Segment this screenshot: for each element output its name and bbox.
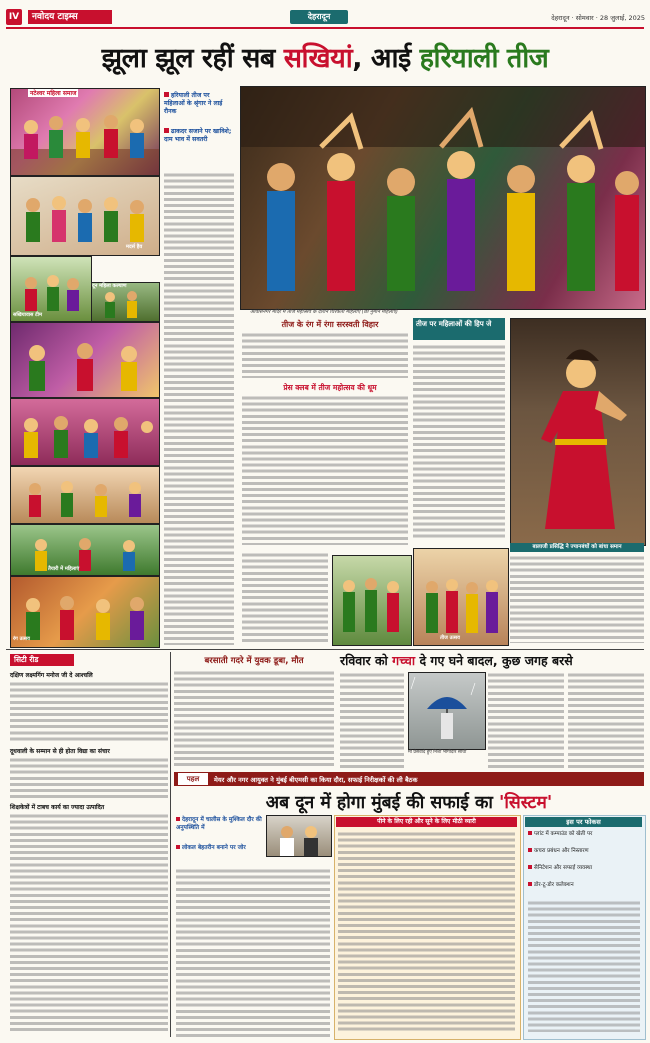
rain-illustration [409,673,485,749]
initiative-body-1 [176,868,330,1038]
photo-mayor [266,815,332,857]
photo-natesh-illustration [11,89,159,175]
initiative-tag: पहल [178,773,208,785]
green-group-illustration [333,556,411,645]
photo-group3-illustration [11,467,159,523]
rain-title-part3: दे गए घने बादल, कुछ जगह बरसे [415,653,573,668]
city-read-body-1 [10,681,168,743]
photo-group5-illustration [11,577,159,647]
bullet-square-icon [528,831,532,835]
photo1-caption: नटेश्वर महिला समाज [30,90,77,97]
photo-green-group [332,555,412,646]
masthead [0,0,650,30]
photo6-caption: रंग उत्सव [13,636,30,642]
teej-group-illustration [414,549,508,645]
bullet-1 [164,92,232,116]
city-read-item-3: शिक्षकेत्रों में टाबच कार्य का ज्यादा उत्पादित [10,804,105,811]
headline-sakhiyan: सखियां [283,43,353,74]
date-line: देहरादून · सोमवार · 28 जुलाई, 2025 [551,14,645,22]
bullet-2 [164,128,232,144]
rain-body-3 [568,672,644,768]
photo-rain-umbrella [408,672,486,750]
divider-1 [6,649,644,650]
teej-group-caption: तीज उत्सव [440,635,460,641]
headline-part3: , आई [352,43,420,74]
photo-group-2 [10,398,160,466]
initiative-headline [174,790,644,814]
bullet-1-text: हरियाली तीज पर महिलाओं के श्रृंगार ने लाई रौनक [164,92,223,115]
initiative-bullet-2-text: लोकल बेहतरीन बनाने पर जोर [182,845,246,851]
story2-body-3 [242,552,328,644]
dancer-body [510,555,644,643]
photo-natesh-group [10,88,160,176]
photo-group2-illustration [11,399,159,465]
rain-title-gachha: गच्चा [392,653,416,668]
focus-item-1-text: प्लांट में कम्पाउंड को खेती पर [534,831,593,837]
photo-main-dance [240,86,646,310]
photo-taiyari [10,322,160,398]
photo-group4-illustration [11,525,159,575]
story2-title: तीज के रंग में रंगा सरस्वती विहार [281,320,379,329]
city-read-item-1: दक्षिण लक्ष्मगिंग मनोज जी दे आश्चलि [10,672,93,679]
dancer-caption: बालाजी प्रसिद्धि ने ज्यानबंधों को बांधा समान [510,543,644,552]
city-read-body-3 [10,813,168,1033]
focus-item-4-text: डोर-टू-डोर कलेक्शन [534,882,574,888]
city-read-title: सिटी रीड [10,654,74,666]
story2-body-2 [242,395,408,545]
photo2-caption: मदर्स हैव [126,244,143,250]
section-badge: देहरादून [290,10,348,24]
bullet-2-text: ढाकदर सजाने पर खाविशे; दाम भाव में सवतरी [164,128,232,143]
drown-title: बरसाती गदरे में युवक डूबा, मौत [204,656,304,666]
rain-body-2 [488,672,564,768]
paper-name: नवोदय टाइम्स [28,10,112,24]
focus-item-3-text: सैनिटेशन और सफाई व्यवस्था [534,865,593,871]
bullet-square-icon [176,845,180,849]
rain-photo-caption: मी प्रेसवादे हुए निशी भागीदार साथी [408,750,467,755]
initiative-headline-part1: अब दून में होगा मुंबई की सफाई का [265,793,500,813]
rain-title [340,652,645,669]
photo4-caption: दून महिला कल्याण [92,283,127,289]
city-read-body-2 [10,757,168,799]
rain-title-part1: रविवार को [340,653,393,668]
story2-subhead: प्रेस क्लब में तीज महोत्सव की धूम [283,383,377,392]
divider-v1 [170,652,171,1037]
photo5-caption: तैयारी में महिलाएं [48,566,80,572]
bullet-square-icon [528,848,532,852]
focus-sidebar-body [528,900,640,1032]
headline-part1: झूला झूल रहीं सब [101,43,284,74]
photo-main-caption: आवासनगर मंदिर में तीज महोत्सव के दौरान थिरकती महिलाएं (छा नुमाने महिलाएं) [250,309,398,315]
photo-group-3 [10,466,160,524]
initiative-box-title: पीने के लिए रही और सूने के लिए मीठी व्यारी [336,817,517,827]
initiative-bullet-2 [176,845,262,853]
photo-red-saree-dancer [510,318,646,546]
rain-body-1 [340,672,404,768]
bullet-square-icon [176,817,180,821]
bullet-square-icon [164,92,169,97]
initiative-bullet-1 [176,817,262,832]
photo-group-4 [10,524,160,576]
story3-body [413,344,505,539]
photo-taiyari-illustration [11,323,159,397]
photo-group-5 [10,576,160,648]
headline-hariyali-teej: हरियाली तीज [419,43,549,74]
mayor-illustration [267,816,331,856]
bullet-square-icon [528,865,532,869]
photo-main-illustration [241,87,645,309]
bullet-square-icon [528,882,532,886]
focus-item-1 [528,831,640,838]
page-headline [0,38,650,74]
body-col-2 [164,172,234,645]
focus-item-4 [528,882,640,889]
city-read-item-2: दूधवाली के सम्मान से ही होता विद्या का संचार [10,748,110,755]
initiative-bullet-1-text: देहरादून में चालीस के मुश्किल दौर की अनुपस्थिति में [176,817,262,831]
focus-item-2 [528,848,640,855]
focus-item-3 [528,865,640,872]
initiative-headline-system: 'सिस्टम' [499,793,553,813]
focus-sidebar-title: इस पर फोकस [525,817,642,827]
initiative-box-body [338,831,515,1031]
bullet-square-icon [164,128,169,133]
photo3-caption: सखियावास टीम [13,312,42,318]
page-number: IV [6,9,22,25]
story3-title: तीज पर महिलाओं की हिप जे [416,320,492,328]
initiative-teaser: मेयर और नगर आयुक्त ने मुंबई बीएमसी का किया दौरा, सफाई निरीक्षकों की ली बैठक [214,776,418,784]
story2-body [242,332,408,378]
photo-teej-group [413,548,509,646]
focus-item-2-text: कचरा प्रबंधन और निस्तारण [534,848,589,854]
drown-body [174,670,334,768]
dancer-illustration [511,319,645,545]
